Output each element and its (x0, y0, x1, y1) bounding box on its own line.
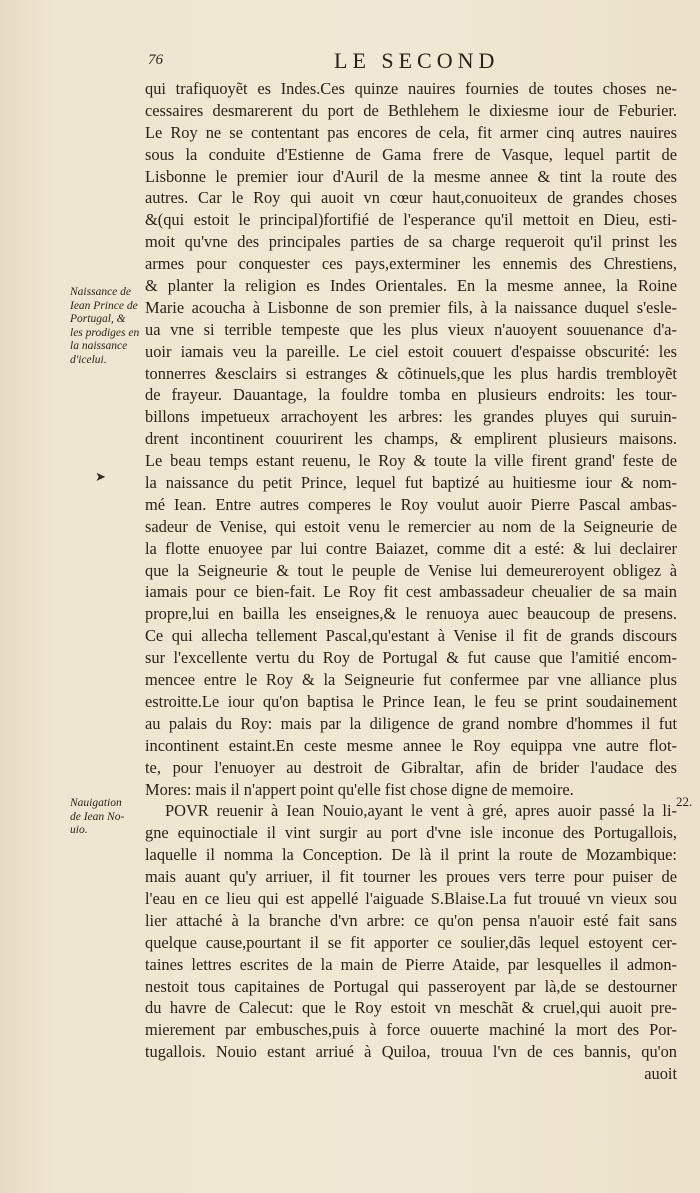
margin-note-line: d'icelui. (70, 353, 107, 366)
text-line: mais auant qu'y arriuer, il fit tourner les proues vers terre pour puiser de (145, 867, 677, 887)
text-line: sous la conduite d'Estienne de Gama frere de Vasque, lequel partit de (145, 144, 677, 164)
text-line: te, pour l'enuoyer au destroit de Gibraltar, afin de brider l'audace des (145, 757, 677, 777)
margin-note-line: Portugal, & (70, 313, 126, 326)
margin-note-navigation (70, 797, 142, 838)
margin-note-line: uio. (70, 824, 88, 837)
text-line: au palais du Roy: mais par la diligence de grand nombre d'hommes il fut (145, 713, 677, 733)
page-number: 76 (148, 52, 163, 68)
text-line: POVR reuenir à Iean Nouio,ayant le vent à gré, apres auoir passé la li- (165, 801, 677, 821)
text-line: billons impetueux arrachoyent les arbres: les grandes pluyes qui suruin- (145, 407, 677, 427)
text-line: qui trafiquoyẽt es Indes.Ces quinze nauires fournies de toutes choses ne- (145, 79, 677, 98)
text-line: du havre de Calecut: que le Roy estoit vn meschãt & cruel,qui auoit pre- (145, 998, 677, 1018)
text-line: laquelle il nomma la Conception. De là il print la route de Mozambique: (145, 845, 677, 865)
text-line: Le beau temps estant reuenu, le Roy & toute la ville firent grand' feste de (145, 451, 677, 471)
text-line: taines lettres escrites de la main de Pierre Ataide, par lesquelles il admon- (145, 954, 677, 974)
catchword: auoit (644, 1064, 677, 1084)
margin-note-line: la naissance (70, 340, 128, 353)
text-line: nestoit tous capitaines de Portugal qui passeroyent par là,de se destourner (145, 976, 677, 996)
text-line: la naissance du petit Prince, lequel fut baptizé au huitiesme iour & nom- (145, 473, 677, 493)
running-head: LE SECOND (334, 48, 500, 73)
text-line: l'eau en ce lieu qui est appellé l'aiguade S.Blaise.La fut trouué vn vieux sou (145, 888, 677, 908)
text-line: mierement par embusches,puis à force ouuerte machiné la mort des Por- (145, 1020, 677, 1040)
line-number-marker: 22. (676, 794, 693, 809)
text-line: &(qui estoit le principal)fortifié de l'esperance qu'il mettoit en Dieu, esti- (145, 210, 677, 230)
text-line: sadeur de Venise, qui estoit venu le remercier au nom de la Seigneurie de (145, 516, 677, 536)
text-line: de frayeur. Dauantage, la fouldre tomba en plusieurs endroits: les tour- (145, 385, 677, 405)
text-line: Le Roy ne se contentant pas encores de cela, fit armer cinq autres nauires (145, 122, 677, 142)
pointing-mark-icon: ➤ (95, 470, 106, 485)
margin-note-birth (70, 286, 142, 368)
margin-note-line: les prodiges en (70, 326, 140, 339)
margin-note-line: de Iean No- (70, 810, 125, 823)
text-line: tonnerres &esclairs si estranges & cõtinuels,que les plus hardis trembloyẽt (145, 363, 677, 383)
text-line: propre,lui en bailla les enseignes,& le renuoya auec beaucoup de presens. (145, 604, 677, 624)
text-line: ua vne si terrible tempeste que les plus vieux n'auoyent souuenance d'a- (145, 319, 677, 339)
text-line: Ce qui allecha tellement Pascal,qu'estant à Venise il fit de grands discours (145, 626, 677, 646)
text-line: iamais pour ce bien-fait. Le Roy fit cest ambassadeur cheualier de sa main (145, 582, 677, 602)
text-line: drent incontinent couurirent les champs, & emplirent plusieurs maisons. (145, 429, 677, 449)
text-line: incontinent estaint.En ceste mesme annee le Roy equippa vne autre flot- (145, 735, 677, 755)
text-line: moit qu'vne des principales parties de sa charge requeroit qu'il prinst les (145, 232, 677, 252)
text-line: mencee entre le Roy & la Seigneurie fut confermee par vne alliance plus (145, 670, 677, 690)
margin-note-line: Nauigation (70, 797, 122, 809)
body-text (145, 78, 677, 1085)
text-line: Lisbonne le premier iour d'Auril de la mesme annee & tint la route des (145, 166, 677, 186)
text-line: Mores: mais il n'appert point qu'elle fist chose digne de memoire. (145, 779, 574, 799)
text-line: mé Iean. Entre autres comperes le Roy voulut auoir Pierre Pascal ambas- (145, 494, 677, 514)
text-line: gne equinoctiale il vint surgir au port d'vne isle inconue des Portugallois, (145, 823, 677, 843)
text-line: armes pour conquester ces pays,exterminer les ennemis des Chrestiens, (145, 254, 677, 274)
text-line: cessaires desmarerent du port de Bethlehem le dixiesme iour de Feburier. (145, 100, 677, 120)
text-line: quelque cause,pourtant il se fit apporter ce soulier,dãs lequel estoyent cer- (145, 932, 677, 952)
text-line: tugallois. Nouio estant arriué à Quiloa, trouua l'vn de ces bannis, qu'on (145, 1042, 677, 1062)
text-line: & planter la religion es Indes Orientales. En la mesme annee, la Roine (145, 276, 677, 296)
text-line: estroitte.Le iour qu'on baptisa le Prince Iean, le feu se print soudainement (145, 691, 677, 711)
text-line: que la Seigneurie & tout le peuple de Venise lui demeureroyent obligez à (145, 560, 677, 580)
text-line: la flotte enuoyee par lui contre Baiazet, comme dit a esté: & lui declairer (145, 538, 677, 558)
margin-note-line: Iean Prince de (70, 299, 138, 312)
text-line: sur l'excellente vertu du Roy de Portugal & fut cause que l'amitié encom- (145, 648, 677, 668)
text-line: uoir iamais veu la pareille. Le ciel estoit couuert d'espaisse obscurité: les (145, 341, 677, 361)
text-line: lier attaché à la branche d'vn arbre: ce qu'on pensa n'auoir esté fait sans (145, 910, 677, 930)
margin-note-line: Naissance de (70, 286, 132, 298)
text-line: Marie acoucha à Lisbonne de son premier fils, à la naissance duquel s'esle- (145, 297, 677, 317)
text-line: autres. Car le Roy qui auoit vn cœur haut,conuoiteux de grandes choses (145, 188, 677, 208)
